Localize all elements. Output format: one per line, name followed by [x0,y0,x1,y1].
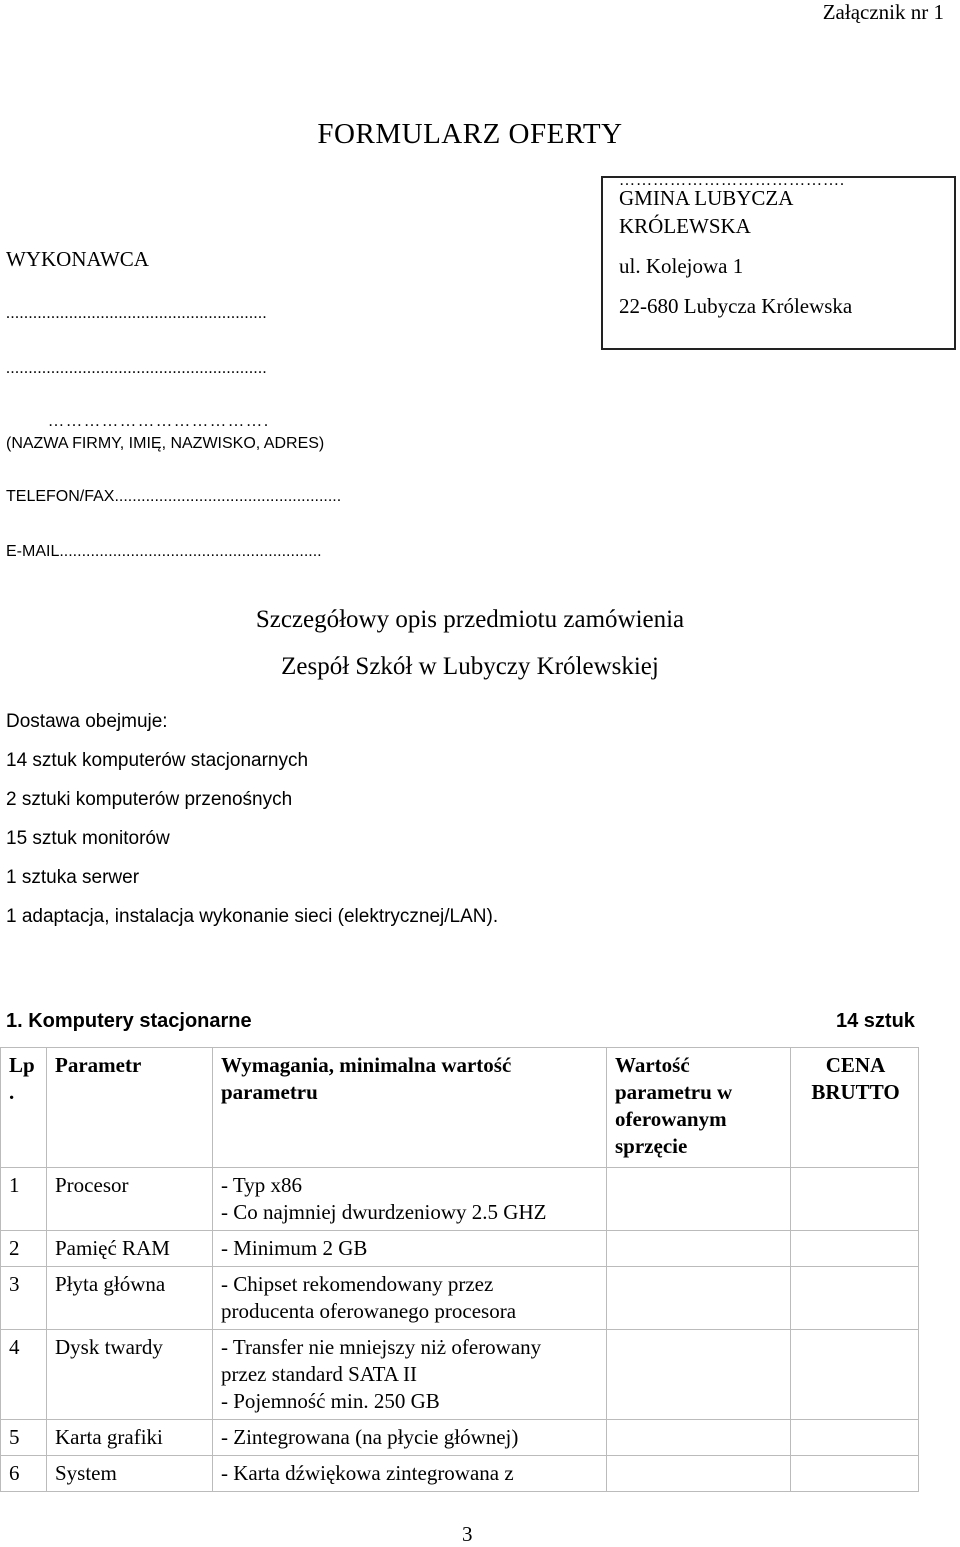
row-gross-price[interactable] [791,1420,919,1456]
contractor-phone-fax: TELEFON/FAX................................................... [6,488,342,505]
form-title: FORMULARZ OFERTY [317,118,623,150]
table-header-row [1,1048,919,1168]
school-name: Zespół Szkół w Lubyczy Królewskiej [281,653,659,680]
row-parameter: Karta grafiki [47,1420,213,1456]
contractor-name-note: (NAZWA FIRMY, IMIĘ, NAZWISKO, ADRES) [6,435,325,452]
contractor-dots-line: .......................................................... [6,305,267,322]
table-row [1,1267,919,1330]
header-requirements: Wymagania, minimalna wartość parametru [213,1048,607,1168]
header-gross-price: CENA BRUTTO [791,1048,919,1168]
table-row [1,1168,919,1231]
row-lp: 4 [1,1330,47,1420]
delivery-intro: Dostawa obejmuje: [6,711,168,732]
row-lp: 3 [1,1267,47,1330]
table-row [1,1420,919,1456]
delivery-list [6,706,498,940]
contractor-email: E-MAIL........................................................... [6,543,322,560]
contractor-dots-line: ………………………………. [48,413,270,430]
row-requirements: - Transfer nie mniejszy niż oferowany przez standard SATA II - Pojemność min. 250 GB [213,1330,607,1420]
row-gross-price[interactable] [791,1267,919,1330]
row-parameter: Pamięć RAM [47,1231,213,1267]
contractor-dots-line: .......................................................... [6,360,267,377]
recipient-name-line1: GMINA LUBYCZA [619,186,794,210]
row-parameter: Dysk twardy [47,1330,213,1420]
description-title: Szczegółowy opis przedmiotu zamówienia [255,606,685,633]
row-requirements: - Karta dźwiękowa zintegrowana z [213,1456,607,1492]
header-parameter: Parametr [47,1048,213,1168]
row-lp: 1 [1,1168,47,1231]
row-parameter: Płyta główna [47,1267,213,1330]
row-offered-value[interactable] [607,1456,791,1492]
attachment-label: Załącznik nr 1 [822,0,944,24]
header-lp: Lp . [1,1048,47,1168]
row-requirements: - Minimum 2 GB [213,1231,607,1267]
row-gross-price[interactable] [791,1456,919,1492]
row-gross-price[interactable] [791,1168,919,1231]
row-offered-value[interactable] [607,1267,791,1330]
row-gross-price[interactable] [791,1330,919,1420]
contractor-label: WYKONAWCA [6,247,149,271]
delivery-item: 2 sztuki komputerów przenośnych [6,789,293,810]
recipient-name-line2: KRÓLEWSKA [619,214,751,238]
table-row [1,1456,919,1492]
delivery-item: 14 sztuk komputerów stacjonarnych [6,750,309,771]
delivery-item: 15 sztuk monitorów [6,828,170,849]
row-lp: 2 [1,1231,47,1267]
section-title: 1. Komputery stacjonarne [6,1010,252,1032]
recipient-city: 22-680 Lubycza Królewska [619,294,853,318]
row-requirements: - Chipset rekomendowany przez producenta oferowanego procesora [213,1267,607,1330]
recipient-dots: …………………………………. [619,172,845,189]
table-row [1,1231,919,1267]
spec-table [0,1047,919,1492]
recipient-street: ul. Kolejowa 1 [619,254,744,278]
row-requirements: - Zintegrowana (na płycie głównej) [213,1420,607,1456]
row-lp: 6 [1,1456,47,1492]
row-parameter: System [47,1456,213,1492]
row-parameter: Procesor [47,1168,213,1231]
row-offered-value[interactable] [607,1168,791,1231]
delivery-item: 1 adaptacja, instalacja wykonanie sieci (elektrycznej/LAN). [6,906,499,927]
row-offered-value[interactable] [607,1420,791,1456]
row-offered-value[interactable] [607,1330,791,1420]
delivery-item: 1 sztuka serwer [6,867,140,888]
recipient-box [601,172,956,350]
page-number: 3 [462,1522,473,1546]
row-gross-price[interactable] [791,1231,919,1267]
row-lp: 5 [1,1420,47,1456]
row-requirements: - Typ x86 - Co najmniej dwurdzeniowy 2.5 GHZ [213,1168,607,1231]
row-offered-value[interactable] [607,1231,791,1267]
header-offered-value: Wartość parametru w oferowanym sprzęcie [607,1048,791,1168]
section-count: 14 sztuk [836,1010,915,1032]
table-row [1,1330,919,1420]
